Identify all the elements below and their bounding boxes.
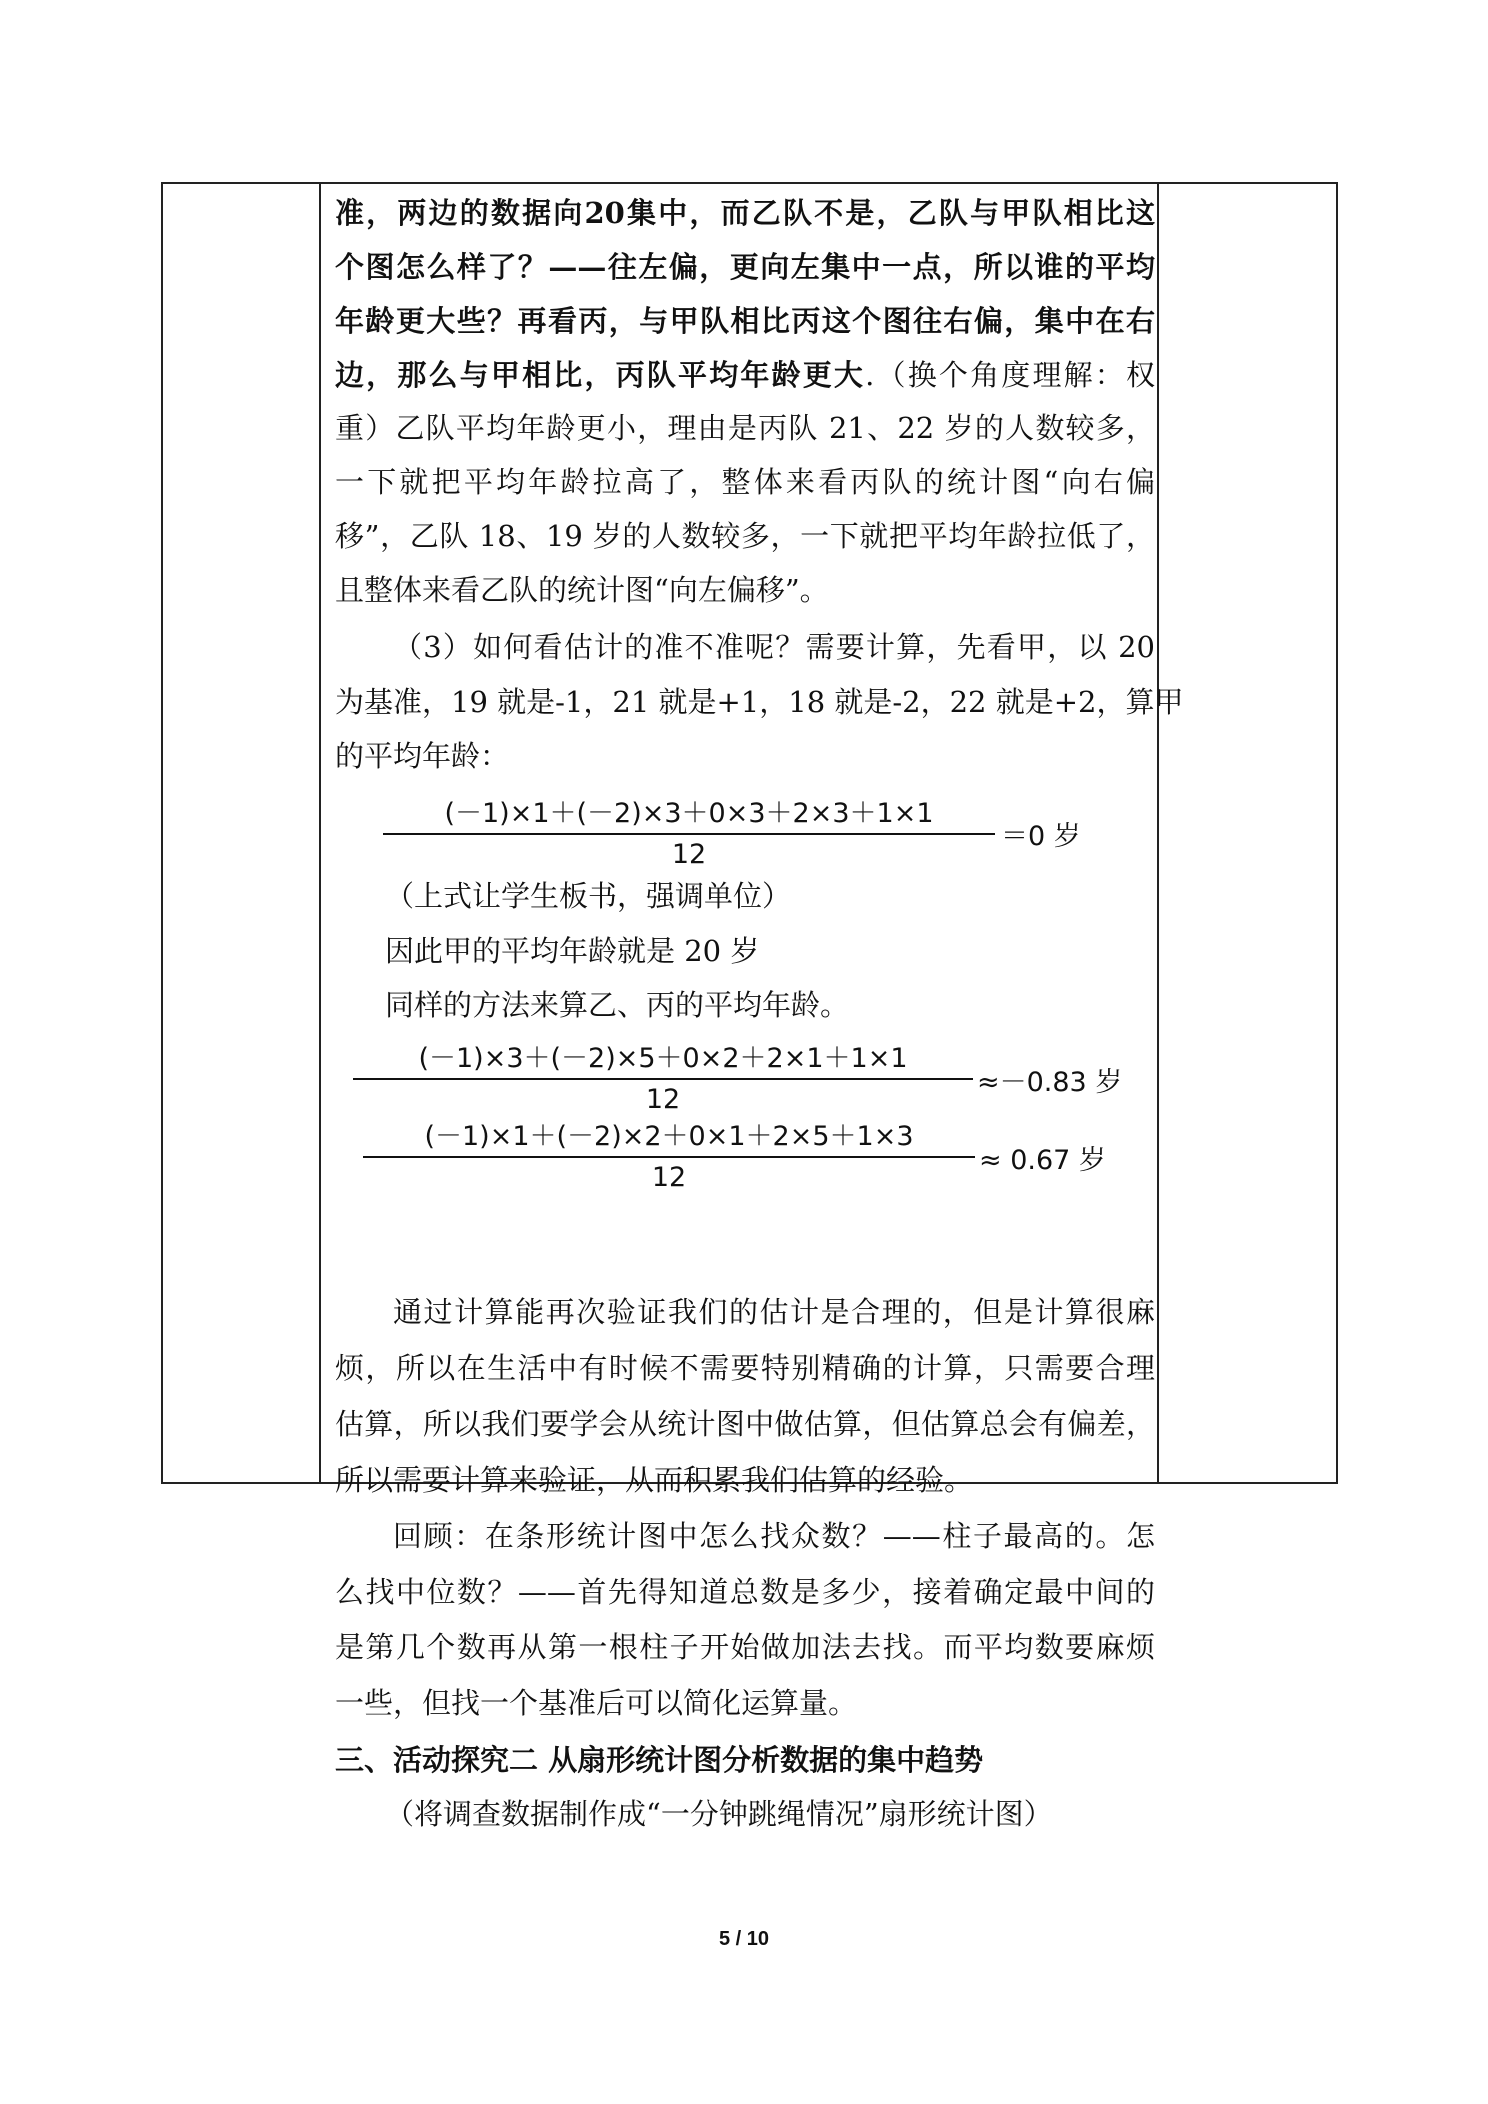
formula-numerator: (－1)×1＋(－2)×3＋0×3＋2×3＋1×1 xyxy=(444,798,934,829)
paragraph-line: 同样的方法来算乙、丙的平均年龄。 xyxy=(385,988,850,1022)
paragraph-line: 的平均年龄： xyxy=(335,739,510,773)
formula-denominator: 12 xyxy=(671,839,707,870)
formula-numerator: (－1)×1＋(－2)×2＋0×1＋2×5＋1×3 xyxy=(424,1121,914,1152)
paragraph-line: 所以需要计算来验证，从而积累我们估算的经验。 xyxy=(335,1463,974,1497)
formula-denominator: 12 xyxy=(651,1162,687,1193)
paragraph-line: （将调查数据制作成“一分钟跳绳情况”扇形统计图） xyxy=(385,1797,1053,1831)
paragraph-line: 且整体来看乙队的统计图“向左偏移”。 xyxy=(335,573,829,607)
paragraph-line: 么找中位数？——首先得知道总数是多少，接着确定最中间的 xyxy=(335,1575,1155,1609)
paragraph-line: 移”，乙队 18、19 岁的人数较多，一下就把平均年龄拉低了， xyxy=(335,519,1155,553)
paragraph-line: 估算，所以我们要学会从统计图中做估算，但估算总会有偏差， xyxy=(335,1407,1155,1441)
paragraph-line: （3）如何看估计的准不准呢？需要计算，先看甲，以 20 xyxy=(393,630,1155,664)
column-divider-right xyxy=(1157,184,1159,1482)
formula-denominator: 12 xyxy=(645,1084,681,1115)
column-divider-left xyxy=(319,184,321,1482)
emphasis-text: 边，那么与甲相比，丙队平均年龄更大 xyxy=(335,358,866,392)
paragraph-line: 年龄更大些？再看丙，与甲队相比丙这个图往右偏，集中在右 xyxy=(335,304,1155,338)
paragraph-line: 个图怎么样了？——往左偏，更向左集中一点，所以谁的平均 xyxy=(335,250,1155,284)
paragraph-line: 为基准，19 就是-1，21 就是+1，18 就是-2，22 就是+2，算甲 xyxy=(335,685,1184,719)
page-number: 5 / 10 xyxy=(718,1928,770,1950)
plain-text: .（换个角度理解：权 xyxy=(865,358,1155,392)
fraction-bar xyxy=(353,1078,973,1080)
paragraph-line: （上式让学生板书，强调单位） xyxy=(385,879,792,913)
paragraph-line: 一些，但找一个基准后可以简化运算量。 xyxy=(335,1686,858,1720)
paragraph-line: 准，两边的数据向20集中，而乙队不是，乙队与甲队相比这 xyxy=(335,196,1155,230)
paragraph-line: 一下就把平均年龄拉高了，整体来看丙队的统计图“向右偏 xyxy=(335,465,1155,499)
formula-result: ＝0 岁 xyxy=(1001,821,1081,852)
formula-numerator: (－1)×3＋(－2)×5＋0×2＋2×1＋1×1 xyxy=(418,1043,908,1074)
formula-result: ≈－0.83 岁 xyxy=(977,1067,1123,1098)
paragraph-line: 烦，所以在生活中有时候不需要特别精确的计算，只需要合理 xyxy=(335,1351,1155,1385)
paragraph-line: 通过计算能再次验证我们的估计是合理的，但是计算很麻 xyxy=(393,1295,1155,1329)
formula-result: ≈ 0.67 岁 xyxy=(979,1145,1106,1176)
paragraph-line-mixed xyxy=(335,353,1155,397)
fraction-bar xyxy=(383,833,995,835)
formula-team-c xyxy=(363,1114,975,1214)
paragraph-line: 回顾：在条形统计图中怎么找众数？——柱子最高的。怎 xyxy=(393,1519,1155,1553)
section-heading: 三、活动探究二 从扇形统计图分析数据的集中趋势 xyxy=(335,1743,984,1777)
paragraph-line: 因此甲的平均年龄就是 20 岁 xyxy=(385,934,760,968)
paragraph-line: 重）乙队平均年龄更小，理由是丙队 21、22 岁的人数较多， xyxy=(335,411,1155,445)
paragraph-line: 是第几个数再从第一根柱子开始做加法去找。而平均数要麻烦 xyxy=(335,1630,1155,1664)
fraction-bar xyxy=(363,1156,975,1158)
